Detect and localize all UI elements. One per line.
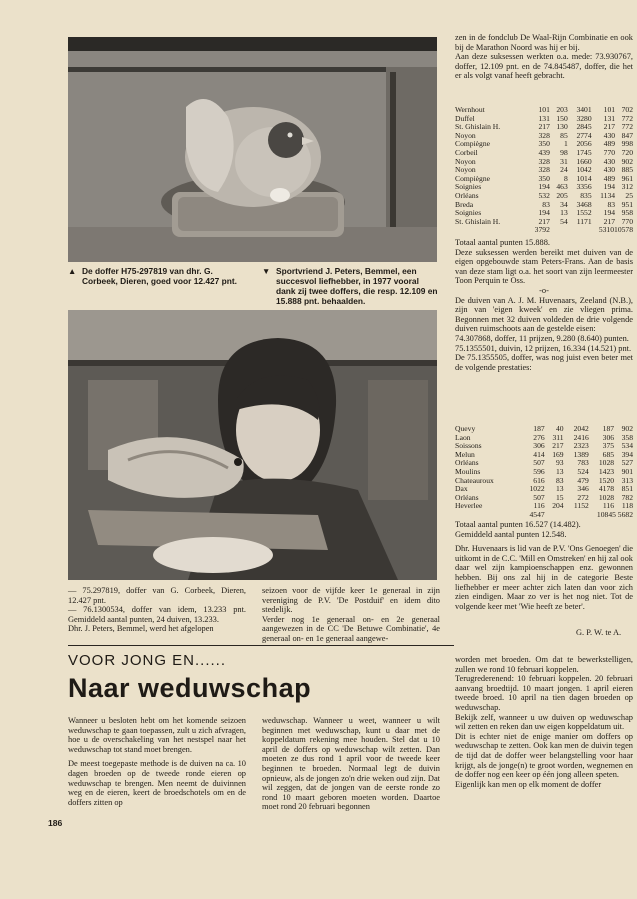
value-cell: 479 [577,475,589,485]
man-with-pigeon-photo [68,310,437,580]
location-cell: Noyon [455,165,476,175]
value-cell: 1745 [576,147,592,157]
value-cell: 3401 [576,105,592,114]
location-cell: Laon [455,432,471,442]
value-cell: 130 [556,122,568,132]
location-cell: Moulins [455,466,481,476]
value-cell: 93 [556,458,564,468]
value-cell: 998 [621,139,633,149]
value-cell: 958 [621,208,633,218]
value-cell: 616 [533,475,545,485]
value-cell: 1520 [598,475,615,485]
value-cell: 217 [603,122,616,132]
value-cell: 83 [556,475,564,485]
mid-photo-column: seizoen voor de vijfde keer 1e generaal in zijn vereniging de P.V. 'De Postduif' en idem dito stedelijk. Verder nog 1e generaal on- en 2e generaal aangewezen in de CC 'De Betuwe Combinatie', 4e generaal on- en 1e generaal aangewe- [262,586,440,643]
value-cell: 1152 [573,501,589,511]
value-cell: 3468 [576,199,592,209]
article-headline: Naar weduwschap [68,673,312,703]
total-left: 4547 [529,509,545,519]
value-cell: 131 [603,113,616,123]
value-cell: 851 [621,484,633,494]
value-cell: 187 [602,424,615,433]
value-cell: 194 [538,182,550,192]
value-cell: 1042 [576,165,592,175]
value-cell: 15 [556,492,564,502]
value-cell: 1389 [573,449,589,459]
right-column-top: zen in de fondclub De Waal-Rijn Combinatie en ook bij de Marathon Noord was hij er bij. Aan deze suksessen werkten o.a. mede: 73.930767, doffer, 12.109 pnt. en de 74.845487, doffer, die het er als volgt vanaf heeft gebracht. [455,33,633,81]
value-cell: 1 [563,139,568,149]
location-cell: Orléans [455,190,479,200]
value-cell: 204 [552,501,564,511]
value-cell: 534 [621,441,633,451]
value-cell: 901 [621,466,633,476]
location-cell: Quevy [455,424,476,433]
value-cell: 596 [533,466,545,476]
results-table-huvenaars [455,425,633,520]
article-kicker: VOOR JONG EN...... [68,652,227,669]
location-cell: Chateauroux [455,475,494,485]
value-cell: 489 [603,173,616,183]
value-cell: 217 [552,441,564,451]
value-cell: 194 [538,208,550,218]
triangle-down-icon: ▼ [262,266,271,276]
value-cell: 524 [577,466,589,476]
location-cell: Noyon [455,130,476,140]
value-cell: 131 [538,113,550,123]
value-cell: 394 [621,449,633,459]
table-total-row [455,511,633,520]
value-cell: 782 [621,492,633,502]
value-cell: 430 [603,130,616,140]
value-cell: 902 [621,424,633,433]
value-cell: 98 [560,147,568,157]
location-cell: Wernhout [455,105,485,114]
left-photo-column: — 75.297819, doffer van G. Corbeek, Dieren, 12.427 pnt. — 76.1300534, doffer van idem, 13.233 pnt. Gemiddeld aantal punten, 24 duiven, 13.233. Dhr. J. Peters, Bemmel, werd het afgelopen [68,586,246,634]
value-cell: 83 [542,199,550,209]
value-cell: 414 [533,449,545,459]
value-cell: 489 [603,139,616,149]
total-right: 10845 5682 [596,509,633,519]
value-cell: 961 [621,173,633,183]
location-cell: Orléans [455,492,479,502]
value-cell: 1028 [598,458,615,468]
value-cell: 205 [556,190,568,200]
value-cell: 685 [602,449,615,459]
value-cell: 31 [560,156,568,166]
value-cell: 328 [538,156,550,166]
value-cell: 902 [621,156,633,166]
value-cell: 350 [538,173,550,183]
value-cell: 312 [621,182,633,192]
location-cell: Dax [455,484,468,494]
value-cell: 1014 [576,173,592,183]
value-cell: 54 [560,216,568,226]
value-cell: 8 [563,173,568,183]
value-cell: 306 [602,432,615,442]
value-cell: 772 [621,113,633,123]
value-cell: 346 [577,484,589,494]
value-cell: 1022 [529,484,545,494]
value-cell: 116 [602,501,615,511]
value-cell: 527 [621,458,633,468]
value-cell: 3356 [576,182,592,192]
value-cell: 885 [621,165,633,175]
value-cell: 783 [577,458,589,468]
value-cell: 194 [603,208,616,218]
value-cell: 847 [621,130,633,140]
value-cell: 217 [538,216,550,226]
value-cell: 430 [603,165,616,175]
value-cell: 24 [560,165,568,175]
right-column-bottom: Totaal aantal punten 16.527 (14.482). Gemiddeld aantal punten 12.548. Dhr. Huvenaars is lid van de P.V. 'Ons Genoegen' die uitkomt in de C.C. 'Mill en Omstreken' en hij zal ook daar wel zijn kampioenschappen enz. gewonnen hebben. Bij ons zal hij in de categorie Beste liefhebber er meer achter zich laten dan voor zich zien eindigen. Maar zo ver is het nog niet. Tot de volgende keer met 'Wie heeft ze beter'. [455,520,633,611]
location-cell: Duffel [455,113,475,123]
value-cell: 85 [560,130,568,140]
value-cell: 276 [533,432,545,442]
value-cell: 1660 [576,156,592,166]
value-cell: 1028 [598,492,615,502]
value-cell: 40 [556,424,564,433]
value-cell: 150 [556,113,568,123]
value-cell: 835 [580,190,592,200]
location-cell: Heverlee [455,501,483,511]
caption-left: ▲ De doffer H75-297819 van dhr. G. Corbeek, Dieren, goed voor 12.427 pnt. [68,266,237,286]
value-cell: 1134 [600,190,616,200]
value-cell: 772 [621,122,633,132]
value-cell: 2416 [573,432,589,442]
article-column-3: worden met broeden. Om dat te bewerkstelligen, zullen we rond 10 februari koppelen. Terugrederenend: 10 februari koppelen. 20 februari aanvang broedtijd. 10 maart jongen. 1 april eieren tweede broed. 10 april na tien dagen broeden op weduwschap. Bekijk zelf, wanneer u uw duiven op weduwschap wil zetten en reken dan uw eigen koppeldatum uit. Dit is echter niet de enige manier om doffers op weduwschap te zetten. Ook kan men de duivin tegen de tijd dat de doffer weer belangstelling voor haar krijgt, als de jonge(n) te groot worden, wegnemen en de doffer nog een keer op één jong alleen speten. Eigenlijk kan men op elk moment de doffer [455,655,633,789]
value-cell: 272 [577,492,589,502]
location-cell: Soignies [455,182,482,192]
value-cell: 217 [538,122,550,132]
article-column-2: weduwschap. Wanneer u weet, wanneer u wilt beginnen met weduwschap, kunt u daar met de koppeldatum rekening mee houden. Stel dat u 10 april de doffers op weduwschap wilt zetten. Dan moeten ze dus rond 1 april voor de tweede keer beginnen te broeden. Normaal legt de duivin opnieuw, als de jongen zo'n drie weken oud zijn. Dat wil zeggen, dat de jongen van de eerste ronde zo rond 10 maart geboren moeten worden. Daartoe moet rond 20 februari begonnen [262,716,440,812]
location-cell: Compiègne [455,139,491,149]
location-cell: Melun [455,449,475,459]
location-cell: St. Ghislain H. [455,216,501,226]
location-cell: Noyon [455,156,476,166]
value-cell: 116 [533,501,545,511]
value-cell: 13 [556,484,564,494]
right-column-mid: Totaal aantal punten 15.888. Deze suksessen werden bereikt met duiven van de eigen opgebouwde stam Peters-Frans. Aan de basis van deze stam ligt o.a. het soort van zijn leermeester Toon Perquin te Oss. -o- De duiven van A. J. M. Huvenaars, Zeeland (N.B.), zijn van 'eigen kweek' en zie vliegen prima. Begonnen met 32 duiven voldeden de drie volgende duiven ruimschoots aan de gestelde eisen: 74.307868, doffer, 11 prijzen, 9.280 (8.640) punten. 75.1355501, duivin, 12 prijzen, 16.334 (14.521) pnt. De 75.1355505, doffer, was nog juist even beter met de volgende prestaties: [455,238,633,372]
value-cell: 4178 [598,484,615,494]
total-right: 531010578 [598,225,633,235]
value-cell: 1552 [576,208,592,218]
page-number: 186 [48,818,63,828]
value-cell: 770 [621,216,633,226]
value-cell: 194 [603,182,616,192]
location-cell: Orléans [455,458,479,468]
value-cell: 187 [533,424,545,433]
value-cell: 328 [538,130,550,140]
value-cell: 3280 [576,113,592,123]
value-cell: 439 [538,147,550,157]
triangle-up-icon: ▲ [68,266,77,276]
value-cell: 358 [621,432,633,442]
value-cell: 507 [533,492,545,502]
signature: G. P. W. te A. [576,628,622,637]
value-cell: 2042 [573,424,589,433]
location-cell: Corbeil [455,147,478,157]
value-cell: 217 [603,216,616,226]
value-cell: 350 [538,139,550,149]
value-cell: 770 [603,147,616,157]
value-cell: 311 [552,432,564,442]
value-cell: 306 [533,441,545,451]
location-cell: Soissons [455,441,482,451]
value-cell: 2056 [576,139,592,149]
value-cell: 101 [603,105,616,114]
value-cell: 702 [621,105,633,114]
value-cell: 169 [552,449,564,459]
value-cell: 34 [560,199,568,209]
location-cell: Compiègne [455,173,491,183]
pigeon-nest-photo [68,37,437,262]
value-cell: 463 [556,182,568,192]
value-cell: 720 [621,147,633,157]
value-cell: 2774 [576,130,592,140]
value-cell: 313 [621,475,633,485]
value-cell: 1171 [576,216,592,226]
table-total-row [455,226,633,235]
results-table-peters [455,106,633,235]
caption-right: ▼ Sportvriend J. Peters, Bemmel, een succesvol liefhebber, in 1977 vooral dank zij twee doffers, die resp. 12.109 en 15.888 pnt. behaalden. [262,266,438,306]
value-cell: 2323 [573,441,589,451]
location-cell: St. Ghislain H. [455,122,501,132]
total-left: 3792 [534,225,550,235]
value-cell: 101 [538,105,550,114]
value-cell: 203 [556,105,568,114]
value-cell: 951 [621,199,633,209]
article-top-rule [68,645,454,646]
location-cell: Soignies [455,208,482,218]
value-cell: 118 [621,501,633,511]
location-cell: Breda [455,199,474,209]
value-cell: 328 [538,165,550,175]
value-cell: 83 [607,199,616,209]
value-cell: 13 [560,208,568,218]
value-cell: 532 [538,190,550,200]
value-cell: 375 [602,441,615,451]
value-cell: 2845 [576,122,592,132]
value-cell: 430 [603,156,616,166]
value-cell: 13 [556,466,564,476]
value-cell: 1423 [598,466,615,476]
value-cell: 507 [533,458,545,468]
value-cell: 25 [625,190,633,200]
article-column-1: Wanneer u besloten hebt om het komende seizoen weduwschap te gaan toepassen, zult u zich afvragen, hoe u de overschakeling van het nestspel naar het weduwschap tot stand moet brengen. De meest toegepaste methode is de duiven na ca. 10 dagen broeden op de tweede ronde eieren op weduwschap te brengen. Men neemt de duivinnen weg en de eieren, keert de broedschotels om en de doffers zitten op [68,716,246,807]
